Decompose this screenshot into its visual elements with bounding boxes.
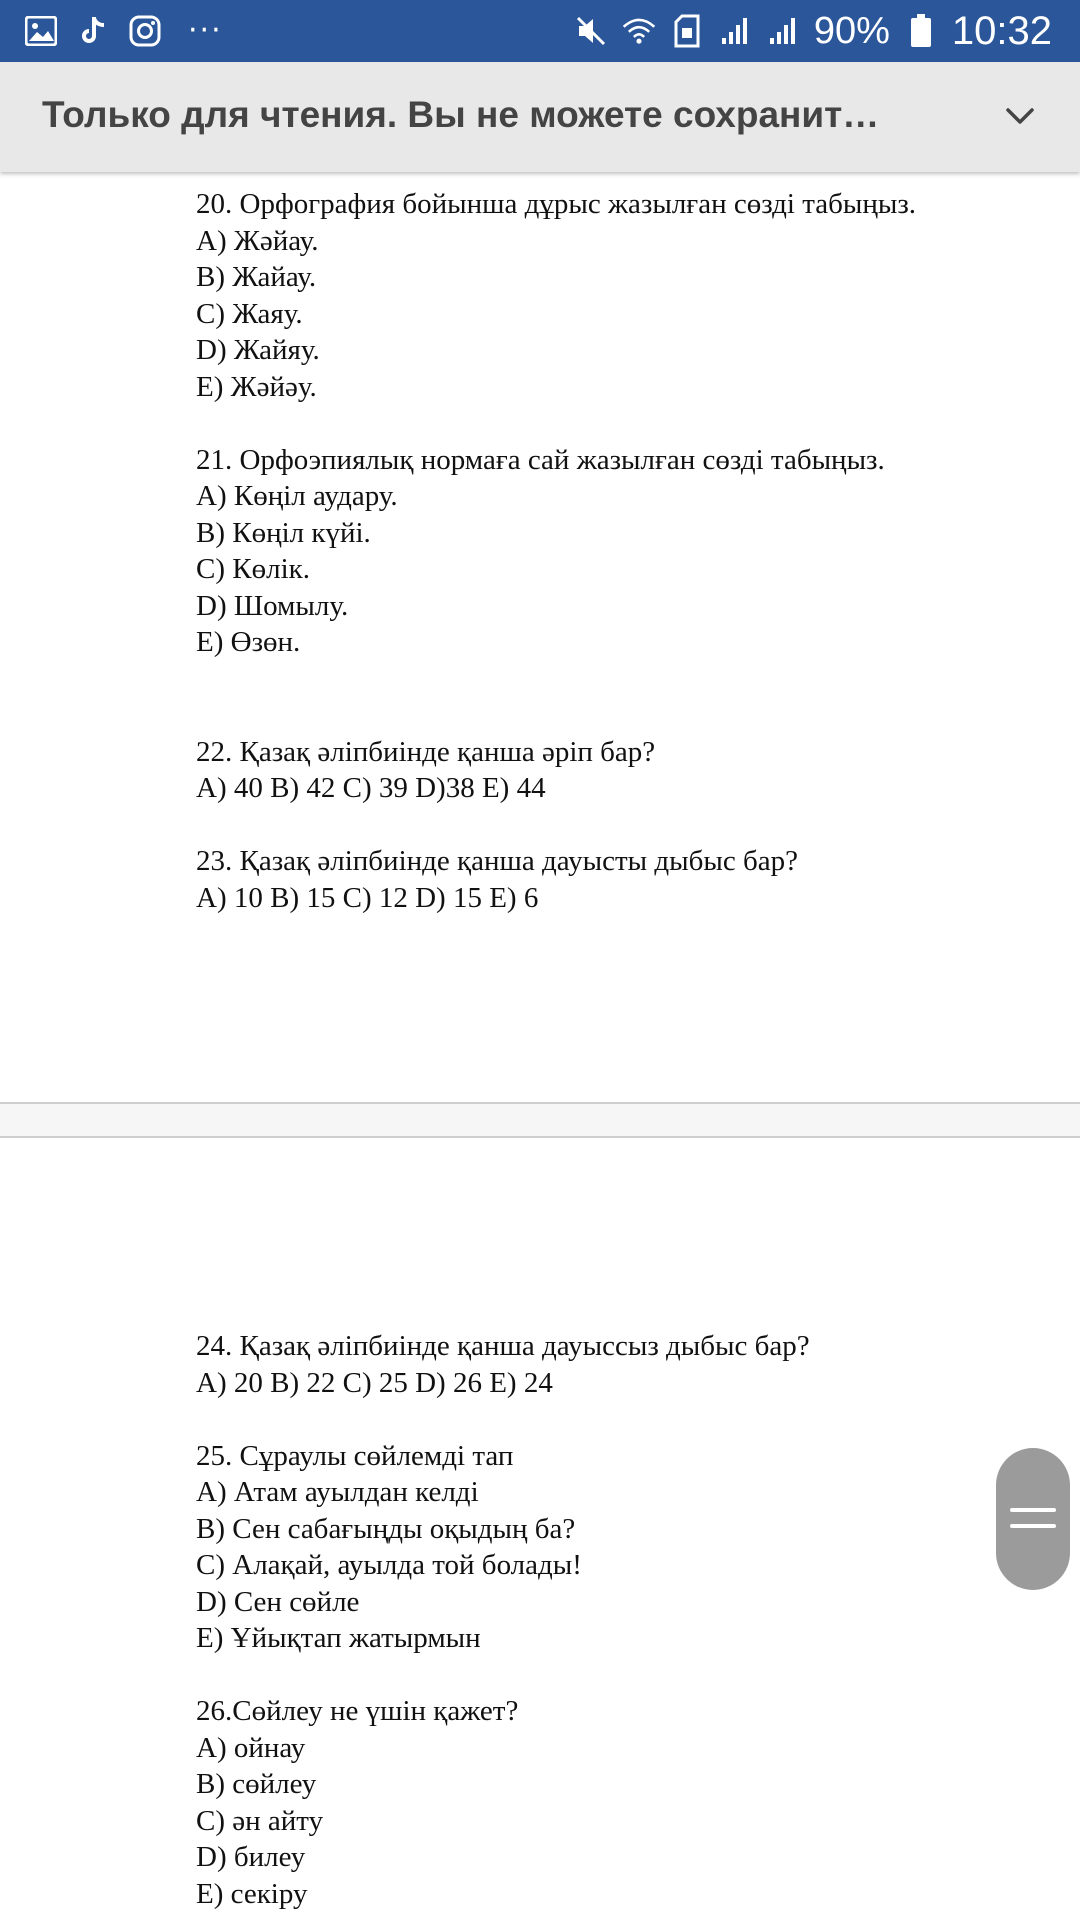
option: B) Көңіл күйі.: [196, 516, 371, 549]
blank-line: [196, 405, 1056, 442]
gallery-icon: [24, 14, 58, 48]
status-bar-right: [574, 0, 1052, 62]
option: B) Сен сабағыңды оқыдың ба?: [196, 1512, 576, 1545]
wifi-icon: [622, 14, 656, 48]
option: E) секіру: [196, 1877, 308, 1910]
option: C) Жаяу.: [196, 297, 303, 330]
question-23: 23. Қазақ әліпбиінде қанша дауысты дыбыс бар?: [196, 845, 798, 877]
option: E) Жәйәу.: [196, 370, 317, 403]
option: E) Өзөн.: [196, 626, 301, 658]
option: C) Алақай, ауылда той болады!: [196, 1549, 582, 1581]
question-21: 21. Орфоэпиялық нормаға сай жазылған сөзді табыңыз.: [196, 443, 885, 476]
option: D) Сен сөйле: [196, 1585, 360, 1618]
option: A) ойнау: [196, 1731, 306, 1764]
blank-line: [196, 697, 1056, 734]
document-page-2: [196, 1328, 1056, 1912]
option: C) ән айту: [196, 1804, 324, 1837]
question-26: 26.Сөйлеу не үшін қажет?: [196, 1695, 519, 1727]
option: A) Жәйау.: [196, 224, 319, 257]
page-separator: [0, 1102, 1080, 1138]
option: B) сөйлеу: [196, 1768, 317, 1800]
chevron-down-icon[interactable]: [1000, 96, 1040, 136]
scroll-handle[interactable]: [996, 1448, 1070, 1590]
question-22: 22. Қазақ әліпбиінде қанша әріп бар?: [196, 735, 656, 768]
blank-line: [196, 661, 1056, 698]
option: C) Көлік.: [196, 553, 310, 585]
mute-icon: [574, 14, 608, 48]
signal-strength-icon-1: [718, 14, 752, 48]
scroll-handle-grip-line: [1010, 1508, 1056, 1512]
read-only-message: Только для чтения. Вы не можете сохранит…: [42, 94, 880, 135]
scroll-handle-grip-line: [1010, 1524, 1056, 1528]
tiktok-icon: [76, 14, 110, 48]
clock: 10:32: [951, 8, 1052, 53]
signal-strength-icon-2: [766, 14, 800, 48]
status-bar: [0, 0, 1080, 62]
option: A) 40 B) 42 C) 39 D)38 E) 44: [196, 772, 546, 804]
sim-card-icon: [670, 14, 704, 48]
question-25: 25. Сұраулы сөйлемді тап: [196, 1439, 514, 1472]
more-notifications-icon: ···: [188, 13, 223, 48]
blank-line: [196, 807, 1056, 844]
document-page-1: [196, 186, 1056, 916]
blank-line: [196, 1401, 1056, 1438]
option: D) Шомылу.: [196, 589, 349, 622]
option: B) Жайау.: [196, 261, 317, 293]
option: A) Көңіл аудару.: [196, 480, 398, 512]
battery-icon: [904, 14, 938, 48]
option: A) 10 B) 15 C) 12 D) 15 E) 6: [196, 881, 539, 914]
read-only-banner[interactable]: [0, 62, 1080, 172]
battery-percent: 90%: [813, 9, 890, 52]
question-24: 24. Қазақ әліпбиінде қанша дауыссыз дыбыс бар?: [196, 1330, 810, 1362]
option: E) Ұйықтап жатырмын: [196, 1622, 481, 1654]
option: A) Атам ауылдан келді: [196, 1476, 479, 1508]
blank-line: [196, 1657, 1056, 1694]
option: D) билеу: [196, 1841, 306, 1873]
status-bar-left: [24, 0, 223, 62]
option: D) Жайяу.: [196, 334, 320, 366]
option: A) 20 B) 22 C) 25 D) 26 E) 24: [196, 1366, 553, 1399]
instagram-icon: [128, 14, 162, 48]
question-20: 20. Орфография бойынша дұрыс жазылған сөзді табыңыз.: [196, 188, 917, 220]
